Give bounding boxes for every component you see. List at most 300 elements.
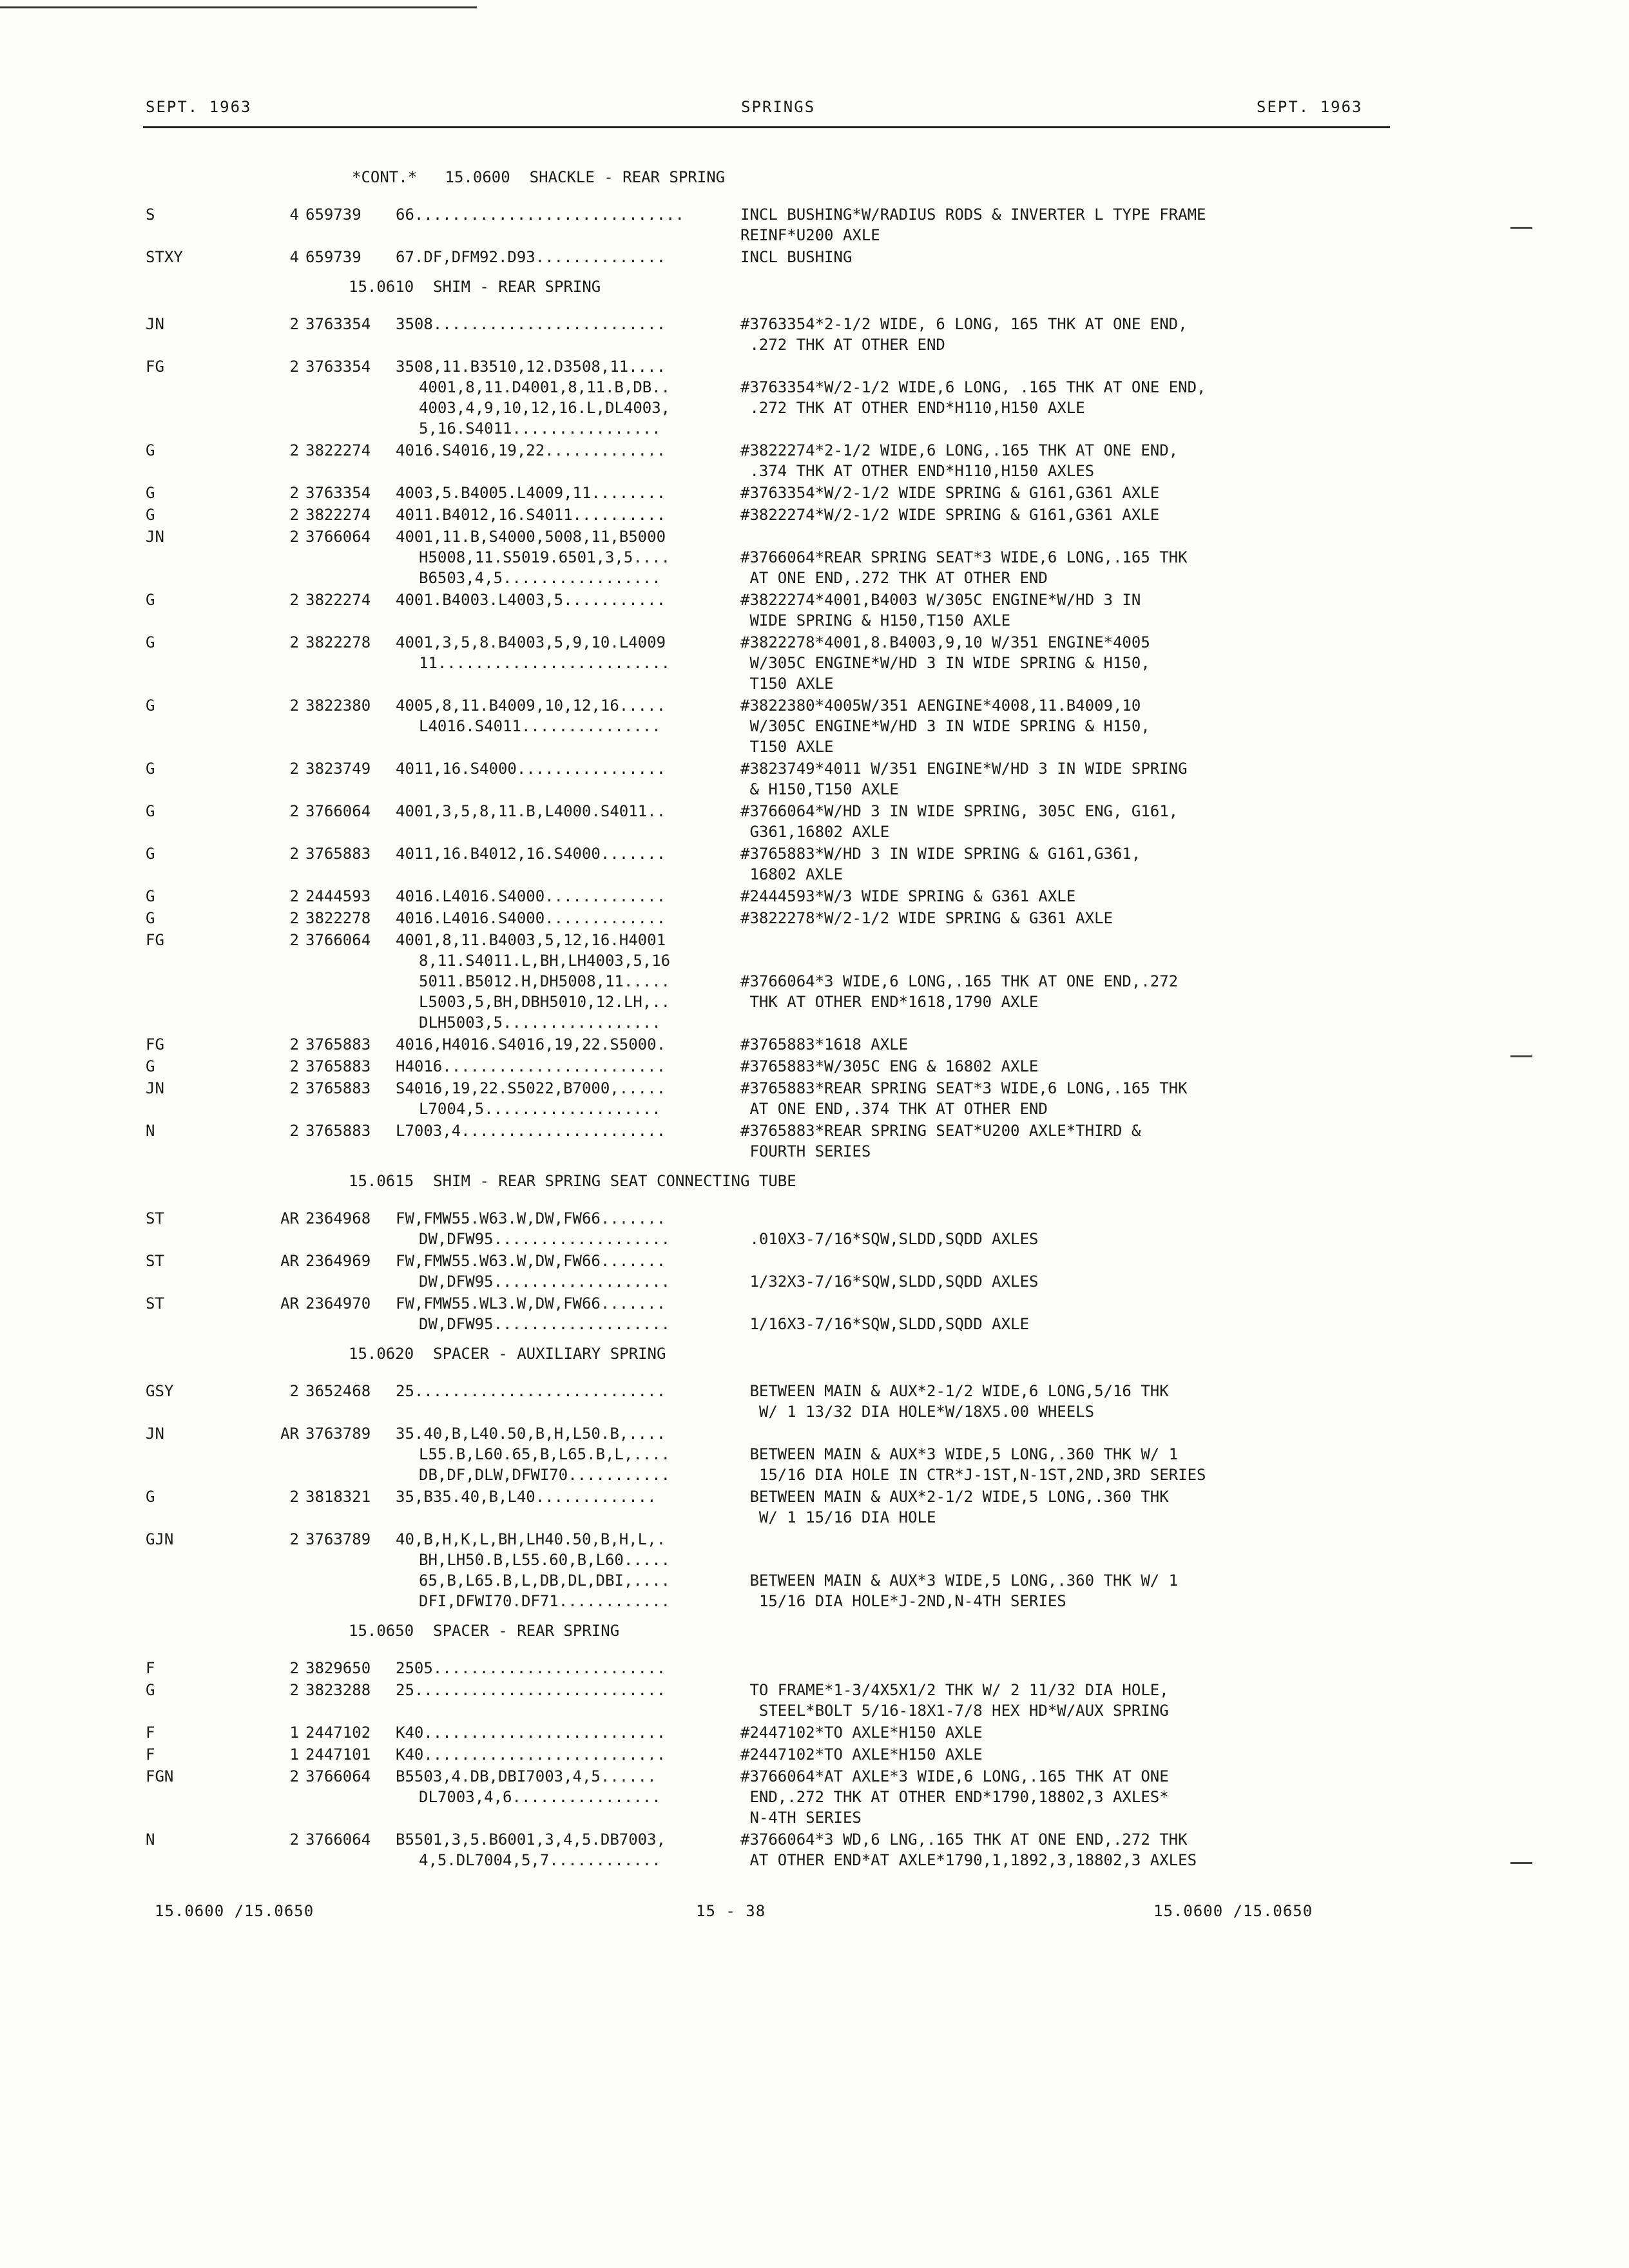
description-line: 15/16 DIA HOLE IN CTR*J-1ST,N-1ST,2ND,3RD SERIES <box>740 1466 1206 1484</box>
description <box>740 1744 1402 1765</box>
part-number: 3765883 <box>305 845 371 863</box>
part-number: 3766064 <box>305 931 371 949</box>
quantity: 2 <box>289 506 299 524</box>
page-number: 15 - 38 <box>696 1902 766 1920</box>
model-list <box>396 758 740 800</box>
description-line <box>740 1293 1402 1314</box>
model-line: 4003,4,9,10,12,16.L,DL4003, <box>419 399 671 417</box>
description-line: END,.272 THK AT OTHER END*1790,18802,3 AXLES* <box>740 1788 1169 1806</box>
description-line: INCL BUSHING <box>740 248 853 266</box>
applicability-code: G <box>146 1057 155 1075</box>
model-line: 25........................... <box>396 1681 666 1699</box>
description <box>740 1722 1402 1743</box>
quantity: 2 <box>289 909 299 927</box>
section-number: 15.0620 <box>349 1345 414 1363</box>
part-entry <box>146 1486 1402 1528</box>
description <box>740 843 1402 885</box>
part-entry <box>146 590 1402 631</box>
quantity: 2 <box>289 358 299 376</box>
quantity: 2 <box>289 1079 299 1097</box>
part-number: 3652468 <box>305 1382 371 1400</box>
margin-tick-mark <box>1510 1055 1532 1057</box>
model-line: FW,FMW55.W63.W,DW,FW66....... <box>396 1252 666 1270</box>
quantity: AR <box>280 1252 299 1270</box>
model-line: 40,B,H,K,L,BH,LH40.50,B,H,L,. <box>396 1530 666 1548</box>
applicability-code: S <box>146 206 155 224</box>
description-line: WIDE SPRING & H150,T150 AXLE <box>740 611 1011 629</box>
applicability-code: FGN <box>146 1767 174 1785</box>
part-entry <box>146 908 1402 928</box>
parts-catalog-content <box>146 158 1402 1879</box>
part-number: 3818321 <box>305 1488 371 1506</box>
description-line: N-4TH SERIES <box>740 1809 862 1827</box>
model-line: DW,DFW95................... <box>419 1315 671 1333</box>
catalog-section <box>146 1171 1402 1334</box>
description <box>740 1120 1402 1162</box>
part-entry <box>146 1078 1402 1119</box>
part-entry <box>146 204 1402 245</box>
applicability-code: G <box>146 1488 155 1506</box>
model-list <box>396 483 740 503</box>
model-line: K40.......................... <box>396 1745 666 1763</box>
description <box>740 801 1402 842</box>
applicability-code: ST <box>146 1294 164 1312</box>
quantity: 2 <box>289 591 299 609</box>
description <box>740 526 1402 588</box>
model-list <box>396 1034 740 1055</box>
model-line: 4,5.DL7004,5,7............ <box>419 1851 661 1869</box>
part-entry <box>146 1056 1402 1077</box>
description-line: W/305C ENGINE*W/HD 3 IN WIDE SPRING & H150, <box>740 717 1150 735</box>
part-entry <box>146 930 1402 1033</box>
part-entry <box>146 505 1402 525</box>
applicability-code: G <box>146 1681 155 1699</box>
model-list <box>396 204 740 245</box>
part-number: 3766064 <box>305 1767 371 1785</box>
description-line: AT ONE END,.374 THK AT OTHER END <box>740 1100 1048 1118</box>
description <box>740 758 1402 800</box>
model-list <box>396 440 740 481</box>
description-line <box>740 1550 1402 1570</box>
quantity: 2 <box>289 1382 299 1400</box>
model-line: 4005,8,11.B4009,10,12,16..... <box>396 697 666 715</box>
quantity: 2 <box>289 1681 299 1699</box>
description-line: #3766064*REAR SPRING SEAT*3 WIDE,6 LONG,.165 THK <box>740 548 1188 566</box>
description-line: #3766064*3 WD,6 LNG,.165 THK AT ONE END,.272 THK <box>740 1831 1188 1849</box>
quantity: 2 <box>289 1035 299 1053</box>
part-number: 3766064 <box>305 1831 371 1849</box>
part-number: 3763789 <box>305 1530 371 1548</box>
model-line: 4016.L4016.S4000............. <box>396 909 666 927</box>
description-line: T150 AXLE <box>740 675 834 693</box>
model-list <box>396 314 740 355</box>
model-list <box>396 1078 740 1119</box>
part-entry <box>146 356 1402 439</box>
description-line: .374 THK AT OTHER END*H110,H150 AXLES <box>740 462 1095 480</box>
section-name: SPACER - REAR SPRING <box>433 1622 620 1640</box>
model-list <box>396 695 740 757</box>
model-list <box>396 1486 740 1528</box>
quantity: 4 <box>289 206 299 224</box>
part-entry <box>146 1680 1402 1721</box>
section-title <box>146 167 1402 187</box>
part-number: 3822274 <box>305 591 371 609</box>
description-line: #3822274*4001,B4003 W/305C ENGINE*W/HD 3 IN <box>740 591 1141 609</box>
section-number: 15.0610 <box>349 278 414 296</box>
applicability-code: FG <box>146 358 164 376</box>
description-line: W/ 1 13/32 DIA HOLE*W/18X5.00 WHEELS <box>740 1403 1095 1421</box>
section-name: SPACER - AUXILIARY SPRING <box>433 1345 666 1363</box>
description <box>740 1423 1402 1485</box>
model-line: DL7003,4,6................ <box>419 1788 661 1806</box>
model-list <box>396 356 740 439</box>
model-line: 3508,11.B3510,12.D3508,11.... <box>396 358 666 376</box>
model-list <box>396 526 740 588</box>
model-line: 65,B,L65.B,L,DB,DL,DBI,.... <box>419 1571 671 1590</box>
description-line: AT ONE END,.272 THK AT OTHER END <box>740 569 1048 587</box>
description-line: #3765883*W/HD 3 IN WIDE SPRING & G161,G361, <box>740 845 1141 863</box>
model-list <box>396 1766 740 1828</box>
model-list <box>396 1529 740 1611</box>
part-number: 2364969 <box>305 1252 371 1270</box>
quantity: 2 <box>289 1831 299 1849</box>
model-line: S4016,19,22.S5022,B7000,..... <box>396 1079 666 1097</box>
part-entry <box>146 1208 1402 1249</box>
model-list <box>396 801 740 842</box>
quantity: 2 <box>289 1530 299 1548</box>
part-number: 2447101 <box>305 1745 371 1763</box>
part-number: 3823749 <box>305 760 371 778</box>
part-entry <box>146 1658 1402 1678</box>
quantity: 2 <box>289 931 299 949</box>
part-entry <box>146 526 1402 588</box>
section-title <box>146 1620 1402 1641</box>
model-line: 11......................... <box>419 654 671 672</box>
model-list <box>396 1680 740 1721</box>
model-list <box>396 886 740 907</box>
model-list <box>396 1658 740 1678</box>
description-line: #3766064*3 WIDE,6 LONG,.165 THK AT ONE END,.272 <box>740 972 1179 990</box>
model-line: DW,DFW95................... <box>419 1230 671 1248</box>
model-list <box>396 1423 740 1485</box>
description-line <box>740 950 1402 971</box>
description-line: #3763354*2-1/2 WIDE, 6 LONG, 165 THK AT ONE END, <box>740 315 1188 333</box>
description-line: #3822278*4001,8.B4003,9,10 W/351 ENGINE*4005 <box>740 633 1150 651</box>
model-line: 4001,3,5,8.B4003,5,9,10.L4009 <box>396 633 666 651</box>
description <box>740 590 1402 631</box>
model-line: 35.40,B,L40.50,B,H,L50.B,.... <box>396 1425 666 1443</box>
quantity: 2 <box>289 697 299 715</box>
description <box>740 204 1402 245</box>
part-number: 2447102 <box>305 1724 371 1742</box>
model-line: 4016.S4016,19,22............. <box>396 441 666 459</box>
applicability-code: ST <box>146 1252 164 1270</box>
description <box>740 356 1402 439</box>
model-line: 4001,8,11.B4003,5,12,16.H4001 <box>396 931 666 949</box>
model-line: L7003,4...................... <box>396 1122 666 1140</box>
section-title <box>146 1343 1402 1364</box>
description-line: 15/16 DIA HOLE*J-2ND,N-4TH SERIES <box>740 1592 1066 1610</box>
header-date-left: SEPT. 1963 <box>146 98 252 116</box>
quantity: 1 <box>289 1724 299 1742</box>
part-number: 659739 <box>305 248 361 266</box>
model-line: DLH5003,5................. <box>419 1014 661 1032</box>
model-line: 35,B35.40,B,L40............. <box>396 1488 657 1506</box>
catalog-section <box>146 276 1402 1162</box>
model-line: 4001,8,11.D4001,8,11.B,DB.. <box>419 378 671 396</box>
part-entry <box>146 247 1402 267</box>
description-line: W/305C ENGINE*W/HD 3 IN WIDE SPRING & H150, <box>740 654 1150 672</box>
description <box>740 247 1402 267</box>
part-number: 659739 <box>305 206 361 224</box>
description-line <box>740 1423 1402 1444</box>
description-line: BETWEEN MAIN & AUX*2-1/2 WIDE,5 LONG,.360 THK <box>740 1488 1169 1506</box>
description-line: #3822274*W/2-1/2 WIDE SPRING & G161,G361 AXLE <box>740 506 1160 524</box>
quantity: 2 <box>289 1488 299 1506</box>
description <box>740 1381 1402 1422</box>
part-number: 3822278 <box>305 909 371 927</box>
part-entry <box>146 1251 1402 1292</box>
description <box>740 632 1402 694</box>
model-line: 5,16.S4011................ <box>419 419 661 437</box>
description-line: #3763354*W/2-1/2 WIDE SPRING & G161,G361 AXLE <box>740 484 1160 502</box>
model-line: K40.......................... <box>396 1724 666 1742</box>
section-cont-marker: *CONT.* <box>352 168 418 186</box>
applicability-code: GJN <box>146 1530 174 1548</box>
model-list <box>396 1829 740 1870</box>
applicability-code: JN <box>146 528 164 546</box>
model-list <box>396 1744 740 1765</box>
applicability-code: JN <box>146 1079 164 1097</box>
model-line: L4016.S4011............... <box>419 717 661 735</box>
part-entry <box>146 483 1402 503</box>
quantity: 2 <box>289 1659 299 1677</box>
applicability-code: GSY <box>146 1382 174 1400</box>
model-line: DB,DF,DLW,DFWI70........... <box>419 1466 671 1484</box>
description-line: #3765883*REAR SPRING SEAT*U200 AXLE*THIRD & <box>740 1122 1141 1140</box>
description <box>740 1529 1402 1611</box>
description-line: 1/16X3-7/16*SQW,SLDD,SQDD AXLE <box>740 1315 1029 1333</box>
catalog-section <box>146 167 1402 267</box>
part-entry <box>146 1744 1402 1765</box>
applicability-code: G <box>146 887 155 905</box>
model-list <box>396 247 740 267</box>
model-line: 25........................... <box>396 1382 666 1400</box>
part-number: 2364968 <box>305 1209 371 1227</box>
section-title <box>146 276 1402 297</box>
model-line: H5008,11.S5019.6501,3,5.... <box>419 548 671 566</box>
model-line: 4011,16.B4012,16.S4000....... <box>396 845 666 863</box>
footer-range-left: 15.0600 /15.0650 <box>155 1902 314 1920</box>
section-title <box>146 1171 1402 1191</box>
part-number: 2364970 <box>305 1294 371 1312</box>
applicability-code: STXY <box>146 248 183 266</box>
description-line: #3765883*REAR SPRING SEAT*3 WIDE,6 LONG,.165 THK <box>740 1079 1188 1097</box>
description-line: BETWEEN MAIN & AUX*3 WIDE,5 LONG,.360 THK W/ 1 <box>740 1571 1179 1590</box>
part-entry <box>146 1722 1402 1743</box>
section-name: SHIM - REAR SPRING SEAT CONNECTING TUBE <box>433 1172 796 1190</box>
model-line: B5501,3,5.B6001,3,4,5.DB7003, <box>396 1831 666 1849</box>
description-line: 16802 AXLE <box>740 865 843 883</box>
applicability-code: F <box>146 1659 155 1677</box>
description-line: W/ 1 15/16 DIA HOLE <box>740 1508 936 1526</box>
model-line: 4011,16.S4000................ <box>396 760 666 778</box>
description-line: #2447102*TO AXLE*H150 AXLE <box>740 1745 983 1763</box>
description <box>740 695 1402 757</box>
description-line: AT OTHER END*AT AXLE*1790,1,1892,3,18802,3 AXLES <box>740 1851 1197 1869</box>
description <box>740 1251 1402 1292</box>
section-number: 15.0615 <box>349 1172 414 1190</box>
description <box>740 1056 1402 1077</box>
description-line <box>740 1251 1402 1271</box>
quantity: 2 <box>289 1057 299 1075</box>
quantity: AR <box>280 1294 299 1312</box>
model-line: BH,LH50.B,L55.60,B,L60..... <box>419 1551 671 1569</box>
part-number: 3763789 <box>305 1425 371 1443</box>
model-line: 3508......................... <box>396 315 666 333</box>
model-line: FW,FMW55.W63.W,DW,FW66....... <box>396 1209 666 1227</box>
description-line: #2447102*TO AXLE*H150 AXLE <box>740 1724 983 1742</box>
part-number: 3822278 <box>305 633 371 651</box>
quantity: 4 <box>289 248 299 266</box>
quantity: 2 <box>289 845 299 863</box>
part-entry <box>146 1120 1402 1162</box>
description-line: #3822380*4005W/351 AENGINE*4008,11.B4009,10 <box>740 697 1141 715</box>
applicability-code: G <box>146 506 155 524</box>
description-line: & H150,T150 AXLE <box>740 780 899 798</box>
part-number: 3763354 <box>305 484 371 502</box>
description-line: #3822278*W/2-1/2 WIDE SPRING & G361 AXLE <box>740 909 1113 927</box>
section-number: 15.0600 <box>445 168 510 186</box>
description-line <box>740 930 1402 950</box>
description <box>740 314 1402 355</box>
model-list <box>396 908 740 928</box>
quantity: 2 <box>289 633 299 651</box>
applicability-code: G <box>146 441 155 459</box>
description-line: BETWEEN MAIN & AUX*2-1/2 WIDE,6 LONG,5/16 THK <box>740 1382 1169 1400</box>
part-entry <box>146 843 1402 885</box>
part-number: 3763354 <box>305 315 371 333</box>
quantity: 2 <box>289 1122 299 1140</box>
model-list <box>396 1251 740 1292</box>
quantity: AR <box>280 1209 299 1227</box>
part-number: 3822274 <box>305 441 371 459</box>
part-entry <box>146 314 1402 355</box>
applicability-code: ST <box>146 1209 164 1227</box>
quantity: 2 <box>289 802 299 820</box>
margin-tick-mark <box>1510 1862 1532 1864</box>
description-line: #3766064*W/HD 3 IN WIDE SPRING, 305C ENG, G161, <box>740 802 1179 820</box>
description-line: STEEL*BOLT 5/16-18X1-7/8 HEX HD*W/AUX SPRING <box>740 1702 1169 1720</box>
model-line: 4016.L4016.S4000............. <box>396 887 666 905</box>
description <box>740 1766 1402 1828</box>
description <box>740 1293 1402 1334</box>
model-list <box>396 1722 740 1743</box>
part-entry <box>146 801 1402 842</box>
section-name: SHACKLE - REAR SPRING <box>529 168 726 186</box>
part-number: 3829650 <box>305 1659 371 1677</box>
applicability-code: FG <box>146 1035 164 1053</box>
description <box>740 1208 1402 1249</box>
part-entry <box>146 758 1402 800</box>
model-line: 8,11.S4011.L,BH,LH4003,5,16 <box>419 952 671 970</box>
model-list <box>396 1293 740 1334</box>
header-date-right: SEPT. 1963 <box>1257 98 1363 116</box>
description-line: #2444593*W/3 WIDE SPRING & G361 AXLE <box>740 887 1076 905</box>
catalog-section <box>146 1343 1402 1611</box>
description <box>740 1078 1402 1119</box>
applicability-code: G <box>146 633 155 651</box>
model-line: L5003,5,BH,DBH5010,12.LH,.. <box>419 993 671 1011</box>
applicability-code: G <box>146 909 155 927</box>
model-line: 4001.B4003.L4003,5........... <box>396 591 666 609</box>
part-number: 3763354 <box>305 358 371 376</box>
part-entry <box>146 695 1402 757</box>
description <box>740 908 1402 928</box>
description-line: 1/32X3-7/16*SQW,SLDD,SQDD AXLES <box>740 1273 1039 1291</box>
model-line: 4001,3,5,8,11.B,L4000.S4011.. <box>396 802 666 820</box>
description-line: G361,16802 AXLE <box>740 823 890 841</box>
quantity: 1 <box>289 1745 299 1763</box>
description-line: T150 AXLE <box>740 738 834 756</box>
description-line: #3823749*4011 W/351 ENGINE*W/HD 3 IN WIDE SPRING <box>740 760 1188 778</box>
model-line: 67.DF,DFM92.D93.............. <box>396 248 666 266</box>
description <box>740 483 1402 503</box>
applicability-code: G <box>146 845 155 863</box>
part-number: 3823288 <box>305 1681 371 1699</box>
model-list <box>396 1208 740 1249</box>
description-line: INCL BUSHING*W/RADIUS RODS & INVERTER L TYPE FRAME <box>740 206 1206 224</box>
description-line <box>740 526 1402 547</box>
description-line: .272 THK AT OTHER END <box>740 336 945 354</box>
model-line: 4003,5.B4005.L4009,11........ <box>396 484 666 502</box>
header-rule <box>143 126 1390 128</box>
model-line: H4016........................ <box>396 1057 666 1075</box>
quantity: 2 <box>289 441 299 459</box>
model-line: DW,DFW95................... <box>419 1273 671 1291</box>
description-line: BETWEEN MAIN & AUX*3 WIDE,5 LONG,.360 THK W/ 1 <box>740 1445 1179 1463</box>
description-line: #3766064*AT AXLE*3 WIDE,6 LONG,.165 THK AT ONE <box>740 1767 1169 1785</box>
model-list <box>396 930 740 1033</box>
applicability-code: G <box>146 802 155 820</box>
model-list <box>396 1381 740 1422</box>
part-entry <box>146 886 1402 907</box>
applicability-code: JN <box>146 315 164 333</box>
part-number: 3766064 <box>305 528 371 546</box>
model-line: 4001,11.B,S4000,5008,11,B5000 <box>396 528 666 546</box>
model-line: 4016,H4016.S4016,19,22.S5000. <box>396 1035 666 1053</box>
part-number: 2444593 <box>305 887 371 905</box>
quantity: 2 <box>289 887 299 905</box>
applicability-code: G <box>146 697 155 715</box>
model-list <box>396 505 740 525</box>
applicability-code: G <box>146 591 155 609</box>
top-edge-line <box>0 6 477 8</box>
description <box>740 440 1402 481</box>
description <box>740 1486 1402 1528</box>
description-line <box>740 1529 1402 1550</box>
part-number: 3765883 <box>305 1057 371 1075</box>
part-entry <box>146 440 1402 481</box>
model-list <box>396 1056 740 1077</box>
applicability-code: FG <box>146 931 164 949</box>
model-line: L7004,5................... <box>419 1100 661 1118</box>
applicability-code: N <box>146 1122 155 1140</box>
margin-tick-mark <box>1510 227 1532 229</box>
model-line: 66............................. <box>396 206 684 224</box>
applicability-code: F <box>146 1724 155 1742</box>
part-entry <box>146 1034 1402 1055</box>
